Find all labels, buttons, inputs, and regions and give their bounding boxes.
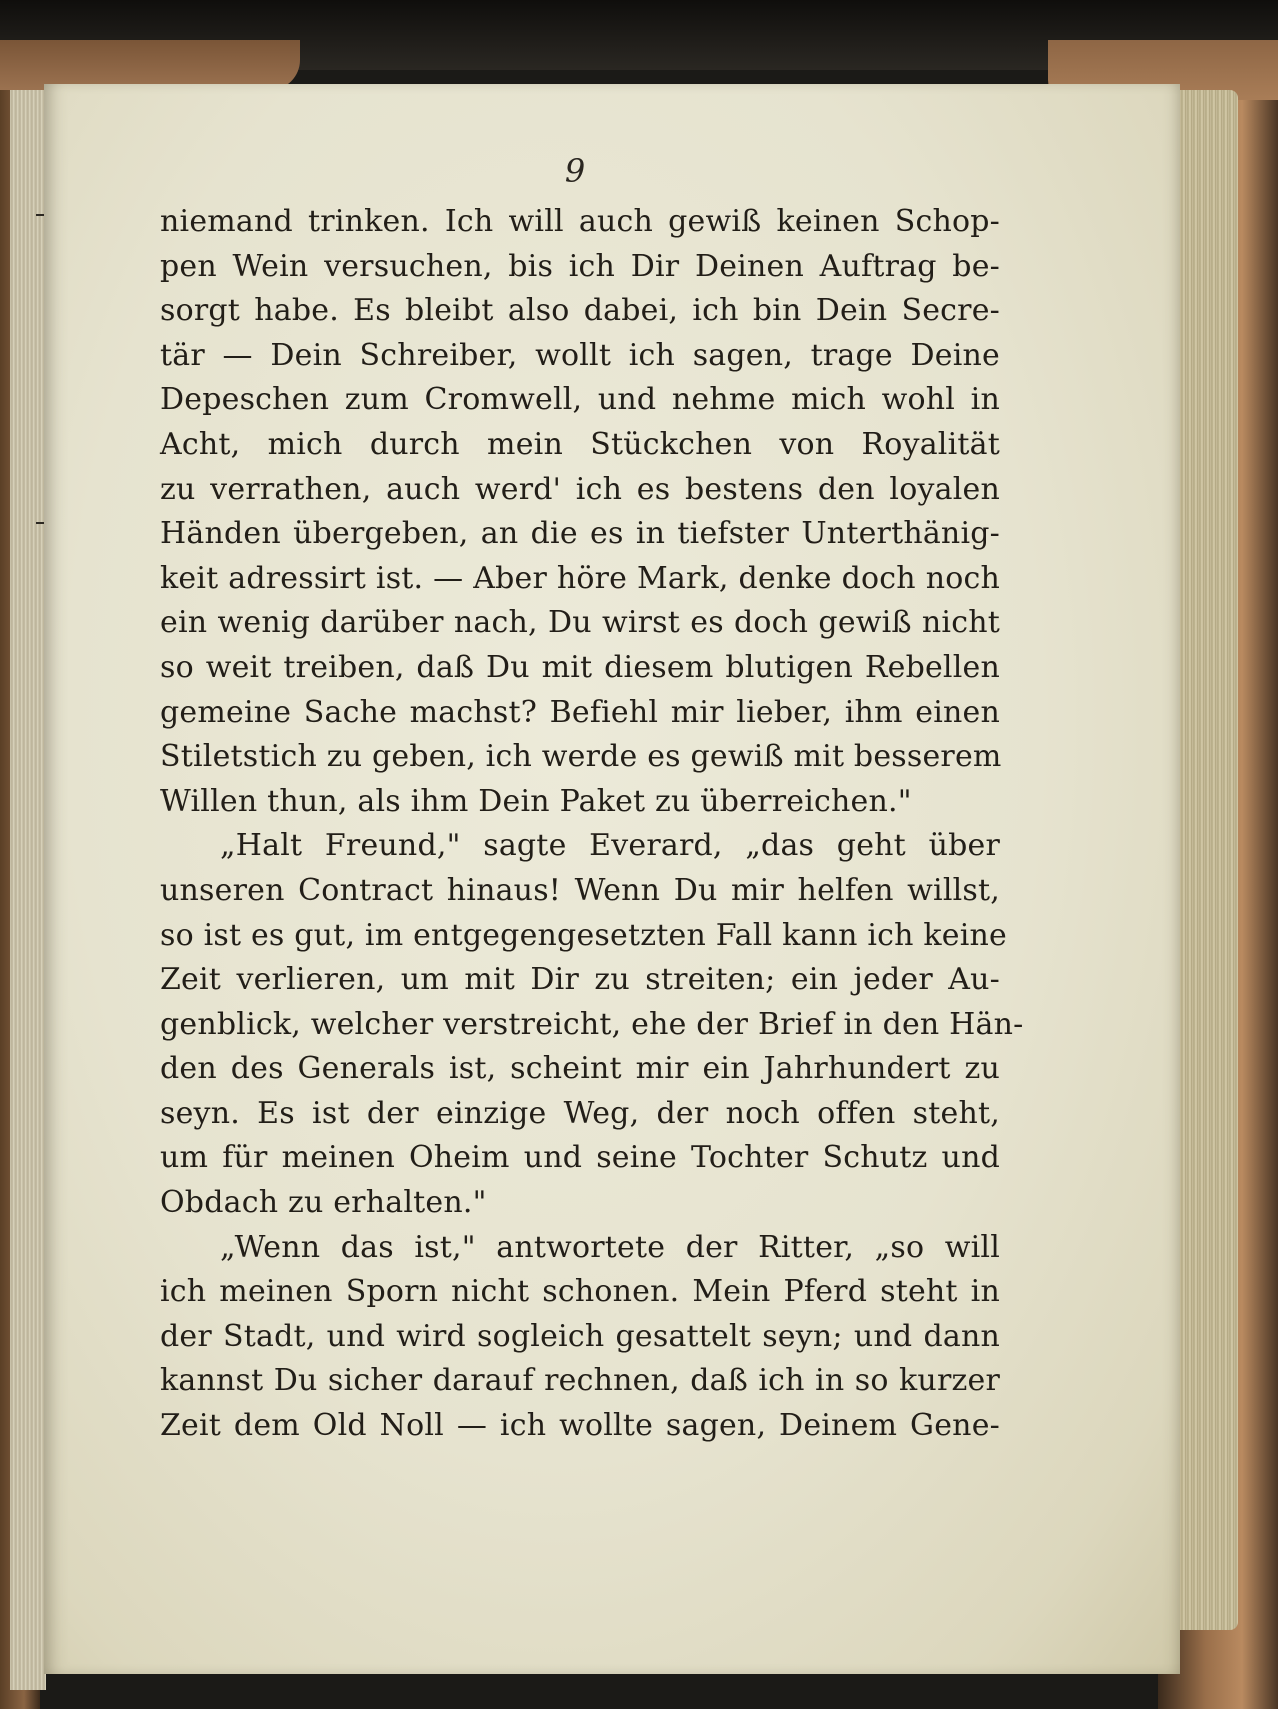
page-number: 9 — [564, 152, 586, 190]
text-line: Depeschen zum Cromwell, und nehme mich wohl in — [160, 382, 1000, 418]
body-text — [160, 200, 1024, 1449]
book-cover-left-corner — [0, 40, 300, 90]
text-line: niemand trinken. Ich will auch gewiß keinen Schop- — [160, 204, 1000, 239]
text-line: den des Generals ist, scheint mir ein Jahrhundert zu — [160, 1051, 1000, 1087]
text-line: Zeit dem Old Noll — ich wollte sagen, Deinem Gene- — [160, 1408, 1000, 1444]
text-line: so ist es gut, im entgegengesetzten Fall kann ich keine — [160, 917, 1007, 953]
text-line: ich meinen Sporn nicht schonen. Mein Pferd steht in — [160, 1274, 1000, 1310]
text-line: „Halt Freund," sagte Everard, „das geht über — [220, 828, 1000, 864]
page-edges-left — [10, 90, 46, 1690]
text-line: „Wenn das ist," antwortete der Ritter, „so will — [220, 1229, 1000, 1265]
text-line: sorgt habe. Es bleibt also dabei, ich bin Dein Secre- — [160, 293, 1000, 329]
text-line: so weit treiben, daß Du mit diesem blutigen Rebellen — [160, 649, 1000, 685]
margin-mark — [36, 214, 44, 216]
text-line: seyn. Es ist der einzige Weg, der noch offen steht, — [160, 1095, 1000, 1131]
text-line: unseren Contract hinaus! Wenn Du mir helfen willst, — [160, 872, 1000, 908]
margin-mark — [36, 522, 44, 524]
text-line: der Stadt, und wird sogleich gesattelt seyn; und dann — [160, 1318, 1000, 1354]
text-line: zu verrathen, auch werd' ich es bestens den loyalen — [160, 471, 1000, 507]
text-line: Willen thun, als ihm Dein Paket zu überreichen." — [160, 783, 912, 819]
text-line: kannst Du sicher darauf rechnen, daß ich in so kurzer — [160, 1363, 1000, 1399]
text-line: gemeine Sache machst? Befiehl mir lieber, ihm einen — [160, 694, 1000, 730]
text-line: tär — Dein Schreiber, wollt ich sagen, trage Deine — [160, 337, 1000, 373]
text-line: keit adressirt ist. — Aber höre Mark, denke doch noch — [160, 560, 1000, 596]
text-line: Acht, mich durch mein Stückchen von Royalität — [160, 426, 1000, 462]
text-line: Obdach zu erhalten." — [160, 1185, 487, 1221]
text-line: Stiletstich zu geben, ich werde es gewiß mit besserem — [160, 739, 1002, 775]
text-line: Zeit verlieren, um mit Dir zu streiten; ein jeder Au- — [160, 962, 1000, 998]
text-line: um für meinen Oheim und seine Tochter Schutz und — [160, 1140, 1000, 1176]
text-line: Händen übergeben, an die es in tiefster Unterthänig- — [160, 516, 1000, 552]
text-line: pen Wein versuchen, bis ich Dir Deinen Auftrag be- — [160, 248, 1000, 284]
text-line: genblick, welcher verstreicht, ehe der Brief in den Hän- — [160, 1006, 1024, 1042]
text-line: ein wenig darüber nach, Du wirst es doch gewiß nicht — [160, 605, 1000, 641]
